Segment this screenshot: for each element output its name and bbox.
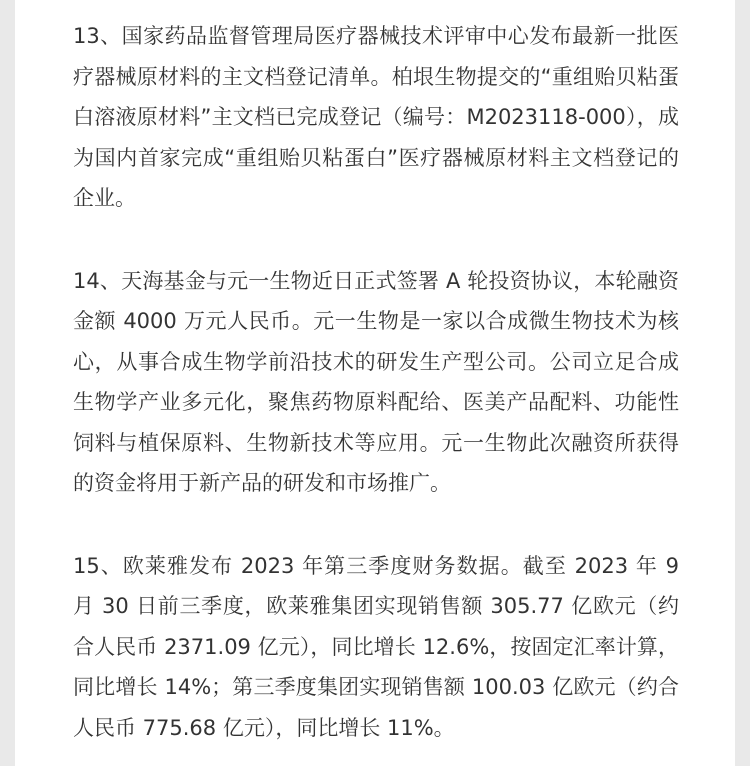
- news-item-13: 13、国家药品监督管理局医疗器械技术评审中心发布最新一批医疗器械原材料的主文档登记清单。柏垠生物提交的“重组贻贝粘蛋白溶液原材料”主文档已完成登记（编号：M2023118-000），成为国内首家完成“重组贻贝粘蛋白”医疗器械原材料主文档登记的企业。: [73, 24, 679, 210]
- news-item-14: 14、天海基金与元一生物近日正式签署 A 轮投资协议，本轮融资金额 4000 万元人民币。元一生物是一家以合成微生物技术为核心，从事合成生物学前沿技术的研发生产型公司。公司立足合成生物学产业多元化，聚焦药物原料配给、医美产品配料、功能性饲料与植保原料、生物新技术等应用。元一生物此次融资所获得的资金将用于新产品的研发和市场推广。: [73, 268, 679, 495]
- paragraph-spacer: [73, 504, 679, 546]
- news-list: [73, 16, 679, 748]
- news-item-15: 15、欧莱雅发布 2023 年第三季度财务数据。截至 2023 年 9 月 30 日前三季度，欧莱雅集团实现销售额 305.77 亿欧元（约合人民币 2371.09 亿元），同比增长 12.6%，按固定汇率计算，同比增长 14%；第三季度集团实现销售额 100.03 亿欧元（约合人民币 775.68 亿元），同比增长 11%。: [73, 553, 679, 740]
- paragraph-spacer: [73, 219, 679, 261]
- article-card: [15, 0, 735, 766]
